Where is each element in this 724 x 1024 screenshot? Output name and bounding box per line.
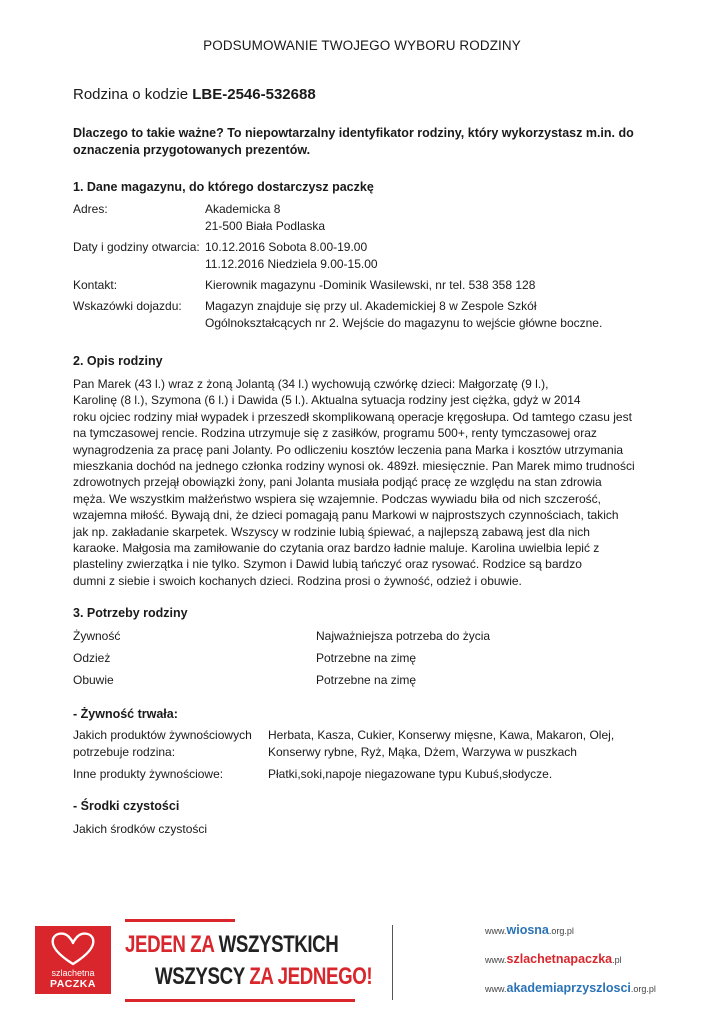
description-line: Pan Marek (43 l.) wraz z żoną Jolantą (34 l.) wychowują czwórkę dzieci: Małgorzatę (9 l.), bbox=[73, 377, 549, 391]
need-item: Żywność bbox=[73, 629, 121, 643]
szlachetna-paczka-logo bbox=[35, 926, 111, 994]
food-needed-label-line2: potrzebuje rodzina: bbox=[73, 745, 176, 759]
link-suffix: .org.pl bbox=[548, 926, 574, 936]
why-important-note: Dlaczego to takie ważne? To niepowtarzalny identyfikator rodziny, który wykorzystasz m.in. do oznaczenia przygotowanych prezentów. bbox=[73, 126, 634, 157]
contact-value: Kierownik magazynu -Dominik Wasilewski, nr tel. 538 358 128 bbox=[205, 278, 536, 292]
family-code: LBE-2546-532688 bbox=[192, 86, 316, 103]
link-wiosna[interactable] bbox=[485, 923, 574, 937]
need-note: Najważniejsza potrzeba do życia bbox=[316, 629, 491, 643]
description-line: męża. We wszystkim małżeństwo wspiera się wzajemnie. Podczas wywiadu biła od nich szczerość, bbox=[73, 491, 601, 506]
logo-text-szlachetna: szlachetna bbox=[51, 968, 95, 978]
link-name: akademiaprzyszlosci bbox=[506, 981, 631, 995]
food-other-value: Płatki,soki,napoje niegazowane typu Kubuś,słodycze. bbox=[268, 767, 553, 781]
footer-divider bbox=[392, 925, 393, 1000]
hours-line2: 11.12.2016 Niedziela 9.00-15.00 bbox=[205, 257, 378, 271]
section-cleaning-heading: - Środki czystości bbox=[73, 799, 180, 813]
slogan-line1-red: JEDEN ZA bbox=[125, 931, 219, 958]
contact-label: Kontakt: bbox=[73, 278, 118, 292]
need-item: Obuwie bbox=[73, 673, 114, 687]
description-line: karaoke. Małgosia ma zamiłowanie do czytania oraz bardzo ładnie maluje. Karolina uwielbia lepić z bbox=[73, 541, 600, 556]
description-line: plasteliny zwierzątka i nie tylko. Szymon i Dawid lubią tańczyć oraz rysować. Rodzice są bardzo bbox=[73, 557, 582, 572]
need-note: Potrzebne na zimę bbox=[316, 673, 417, 687]
family-code-line bbox=[73, 86, 316, 103]
directions-line1: Magazyn znajduje się przy ul. Akademickiej 8 w Zespole Szkół bbox=[205, 299, 537, 313]
food-needed-value-line1: Herbata, Kasza, Cukier, Konserwy mięsne, Kawa, Makaron, Olej, bbox=[268, 728, 615, 742]
heart-icon bbox=[35, 926, 111, 970]
slogan-line1 bbox=[125, 931, 338, 959]
food-needed-value-line2: Konserwy rybne, Ryż, Mąka, Dżem, Warzywa w puszkach bbox=[268, 745, 577, 759]
link-szlachetnapaczka[interactable] bbox=[485, 952, 622, 966]
family-description bbox=[73, 376, 653, 589]
hours-label: Daty i godziny otwarcia: bbox=[73, 240, 200, 254]
slogan-line2-red: ZA JEDNEGO! bbox=[249, 963, 373, 990]
link-name: szlachetnapaczka bbox=[506, 952, 613, 966]
link-name: wiosna bbox=[506, 923, 549, 937]
address-line2: 21-500 Biała Podlaska bbox=[205, 219, 326, 233]
slogan bbox=[125, 917, 373, 1007]
logo-text-paczka: PACZKA bbox=[50, 978, 96, 990]
description-line: mieszkania dochód na jednego członka rodziny wynosi ok. 489zł. miesięcznie. Pan Marek mimo trudności bbox=[73, 459, 635, 474]
link-suffix: .pl bbox=[612, 955, 622, 965]
description-line: wynagrodzenia za pracę pani Jolanty. Po odliczeniu kosztów leczenia pana Marka i kosztów utrzymania bbox=[73, 442, 624, 457]
family-code-label: Rodzina o kodzie bbox=[73, 86, 189, 103]
slogan-line1-dark: WSZYSTKICH bbox=[218, 931, 339, 958]
section-family-description-heading: 2. Opis rodziny bbox=[73, 354, 163, 368]
food-other-label: Inne produkty żywnościowe: bbox=[73, 767, 224, 781]
description-line: wzajemna miłość. Bywają dni, że dzieci pomagają panu Markowi w najprostszych czynnościach, takich bbox=[73, 508, 619, 523]
description-line: dumni z siebie i swoich kochanych dzieci. Rodzina prosi o żywność, odzież i obuwie. bbox=[73, 573, 522, 588]
section-warehouse-heading: 1. Dane magazynu, do którego dostarczysz paczkę bbox=[73, 180, 374, 194]
description-line: zdrowotnych przejął obowiązki żony, pani Jolanta musiała podjąć pracę ze względu na stan zdrowia bbox=[73, 475, 602, 490]
description-line: roku ojciec rodziny miał wypadek i przeszedł skomplikowaną operacje kręgosłupa. Od tamtego czasu jest bbox=[73, 409, 632, 424]
address-line1: Akademicka 8 bbox=[205, 202, 281, 216]
link-akademiaprzyszlosci[interactable] bbox=[485, 981, 656, 995]
slogan-bottom-bar bbox=[125, 999, 355, 1002]
page-title: PODSUMOWANIE TWOJEGO WYBORU RODZINY bbox=[203, 38, 521, 53]
slogan-line2 bbox=[155, 963, 372, 991]
hours-line1: 10.12.2016 Sobota 8.00-19.00 bbox=[205, 240, 368, 254]
need-note: Potrzebne na zimę bbox=[316, 651, 417, 665]
directions-line2: Ogólnokształcących nr 2. Wejście do magazynu to wejście główne boczne. bbox=[205, 316, 603, 330]
section-needs-heading: 3. Potrzeby rodziny bbox=[73, 606, 188, 620]
description-line: jak np. zakładanie skarpetek. Wszyscy w rodzinie lubią śpiewać, a najlepszą zabawą jest dla nich bbox=[73, 524, 590, 539]
slogan-line2-dark: WSZYSCY bbox=[155, 963, 250, 990]
link-suffix: .org.pl bbox=[630, 984, 656, 994]
address-label: Adres: bbox=[73, 202, 108, 216]
food-needed-label-line1: Jakich produktów żywnościowych bbox=[73, 728, 252, 742]
cleaning-question: Jakich środków czystości bbox=[73, 822, 208, 836]
footer bbox=[0, 905, 724, 1015]
link-prefix: www. bbox=[485, 984, 507, 994]
slogan-top-bar bbox=[125, 919, 235, 922]
description-line: Karolinę (8 l.), Szymona (6 l.) i Dawida (5 l.). Aktualna sytuacja rodziny jest ciężka, gdyż w 2014 bbox=[73, 393, 581, 408]
description-line: na tymczasowej rencie. Rodzina utrzymuje się z zasiłków, programu 500+, renty tymczasowej oraz bbox=[73, 426, 597, 441]
need-item: Odzież bbox=[73, 651, 111, 665]
link-prefix: www. bbox=[485, 926, 507, 936]
section-food-heading: - Żywność trwała: bbox=[73, 707, 178, 721]
directions-label: Wskazówki dojazdu: bbox=[73, 299, 182, 313]
link-prefix: www. bbox=[485, 955, 507, 965]
